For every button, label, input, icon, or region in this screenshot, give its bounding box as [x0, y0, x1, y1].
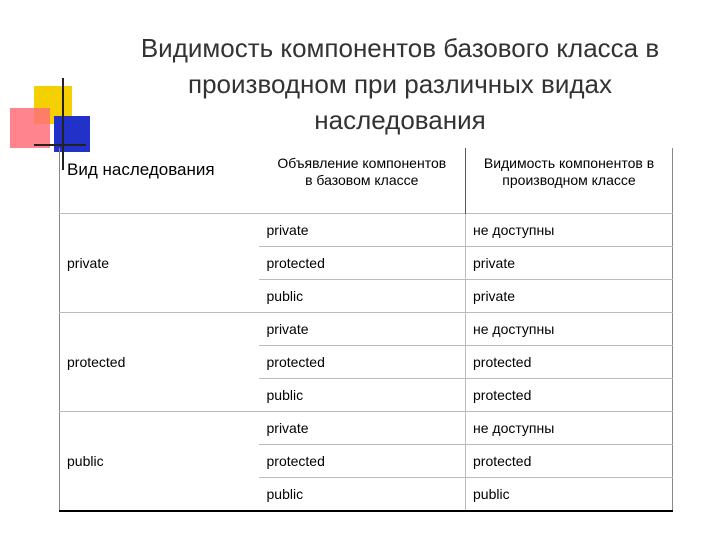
visibility-cell: не доступны — [466, 313, 673, 346]
table-row — [60, 313, 673, 346]
declared-cell: protected — [259, 346, 466, 379]
table-header-row — [60, 148, 673, 214]
declared-cell: private — [259, 214, 466, 247]
declared-cell: public — [259, 478, 466, 512]
inheritance-visibility-table — [59, 148, 673, 512]
header-declaration-line-1: Объявление компонентов — [277, 155, 447, 171]
decor-pink-square — [10, 108, 50, 148]
slide-title — [110, 30, 690, 138]
visibility-cell: не доступны — [466, 412, 673, 445]
table-row — [60, 214, 673, 247]
declared-cell: private — [259, 313, 466, 346]
declared-cell: public — [259, 280, 466, 313]
visibility-cell: protected — [466, 346, 673, 379]
visibility-cell: не доступны — [466, 214, 673, 247]
visibility-cell: private — [466, 280, 673, 313]
group-label-public: public — [60, 412, 259, 512]
declared-cell: protected — [259, 247, 466, 280]
header-declaration-line-2: в базовом классе — [305, 172, 419, 188]
header-declaration — [259, 148, 466, 214]
title-line-3: наследования — [314, 105, 486, 135]
visibility-cell: public — [466, 478, 673, 512]
header-visibility-line-2: производном классе — [502, 172, 636, 188]
title-line-2: производном при различных видах — [188, 69, 612, 99]
visibility-cell: protected — [466, 379, 673, 412]
declared-cell: public — [259, 379, 466, 412]
group-label-protected: protected — [60, 313, 259, 412]
visibility-cell: private — [466, 247, 673, 280]
group-label-private: private — [60, 214, 259, 313]
decor-horizontal-line — [34, 144, 86, 146]
declared-cell: private — [259, 412, 466, 445]
visibility-cell: protected — [466, 445, 673, 478]
decor-blue-square — [54, 116, 90, 152]
declared-cell: protected — [259, 445, 466, 478]
table-row — [60, 412, 673, 445]
header-inheritance-type: Вид наследования — [67, 160, 215, 179]
header-visibility — [466, 148, 673, 214]
header-visibility-line-1: Видимость компонентов в — [483, 155, 655, 171]
title-line-1: Видимость компонентов базового класса в — [140, 33, 660, 63]
